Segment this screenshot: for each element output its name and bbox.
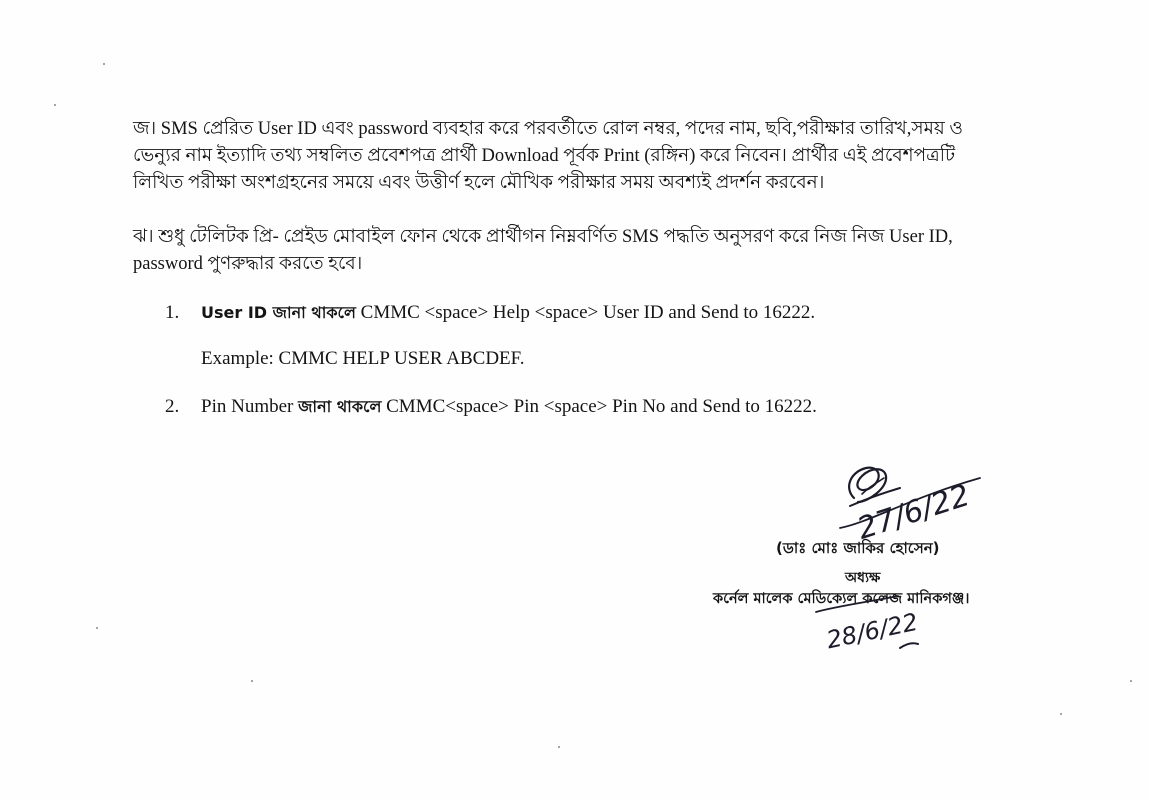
list-item-lead: User ID জানা থাকলে	[201, 303, 356, 322]
signature-date-lower	[808, 592, 948, 662]
list-item-text: CMMC <space> Help <space> User ID and Send to 16222.	[360, 302, 816, 323]
list-item-user-id	[165, 299, 815, 327]
list-item-lead: Pin Number	[201, 396, 294, 417]
paragraph-ja-line-2: ভেন্যুর নাম ইত্যাদি তথ্য সম্বলিত প্রবেশপত্র প্রার্থী Download পূর্বক Print (রঙ্গিন) করে নিবেন। প্রার্থীর এই প্রবেশপত্রটি	[133, 146, 956, 166]
signatory-title: অধ্যক্ষ	[845, 570, 881, 586]
svg-text:28/6/22: 28/6/22	[824, 607, 921, 655]
scan-speck	[251, 680, 253, 682]
paragraph-ja-line-1: জ। SMS প্রেরিত User ID এবং password ব্যবহার করে পরবর্তীতে রোল নম্বর, পদের নাম, ছবি,পরীক্ষার তারিখ,সময় ও	[133, 119, 964, 139]
list-number: 2.	[165, 396, 180, 417]
paragraph-ja-line-3: লিখিত পরীক্ষা অংশগ্রহনের সময়ে এবং উত্তীর্ণ হলে মৌখিক পরীক্ষার সময় অবশ্যই প্রদর্শন করবেন।	[133, 173, 825, 193]
scan-speck	[1060, 713, 1062, 715]
list-item-text: CMMC<space> Pin <space> Pin No and Send to 16222.	[386, 396, 817, 417]
signature-date-upper	[846, 458, 1006, 547]
list-item-lead-bn: জানা থাকলে	[298, 397, 382, 416]
scan-speck	[1130, 680, 1132, 682]
scan-speck	[103, 63, 105, 65]
paragraph-jha-line-1: ঝ। শুধু টেলিটক প্রি- প্রেইড মোবাইল ফোন থেকে প্রার্থীগন নিম্নবর্ণিত SMS পদ্ধতি অনুসরণ করে নিজ নিজ User ID,	[133, 227, 953, 247]
scan-speck	[96, 627, 98, 629]
signatory-institution: কর্নেল মালেক মেডিক্যেল কলেজ মানিকগঞ্জ।	[713, 591, 970, 607]
list-item-pin-number	[165, 393, 817, 421]
svg-text:27/6/22: 27/6/22	[853, 477, 974, 547]
paragraph-jha-line-2: password পুণরুদ্ধার করতে হবে।	[133, 254, 363, 274]
paragraph-jha	[133, 224, 1033, 278]
scan-speck	[558, 746, 560, 748]
list-example: Example: CMMC HELP USER ABCDEF.	[201, 348, 525, 369]
signatory-name: (ডাঃ মোঃ জাকির হোসেন)	[776, 539, 940, 557]
list-number: 1.	[165, 302, 180, 323]
scan-speck	[54, 104, 56, 106]
paragraph-ja	[133, 116, 1033, 197]
